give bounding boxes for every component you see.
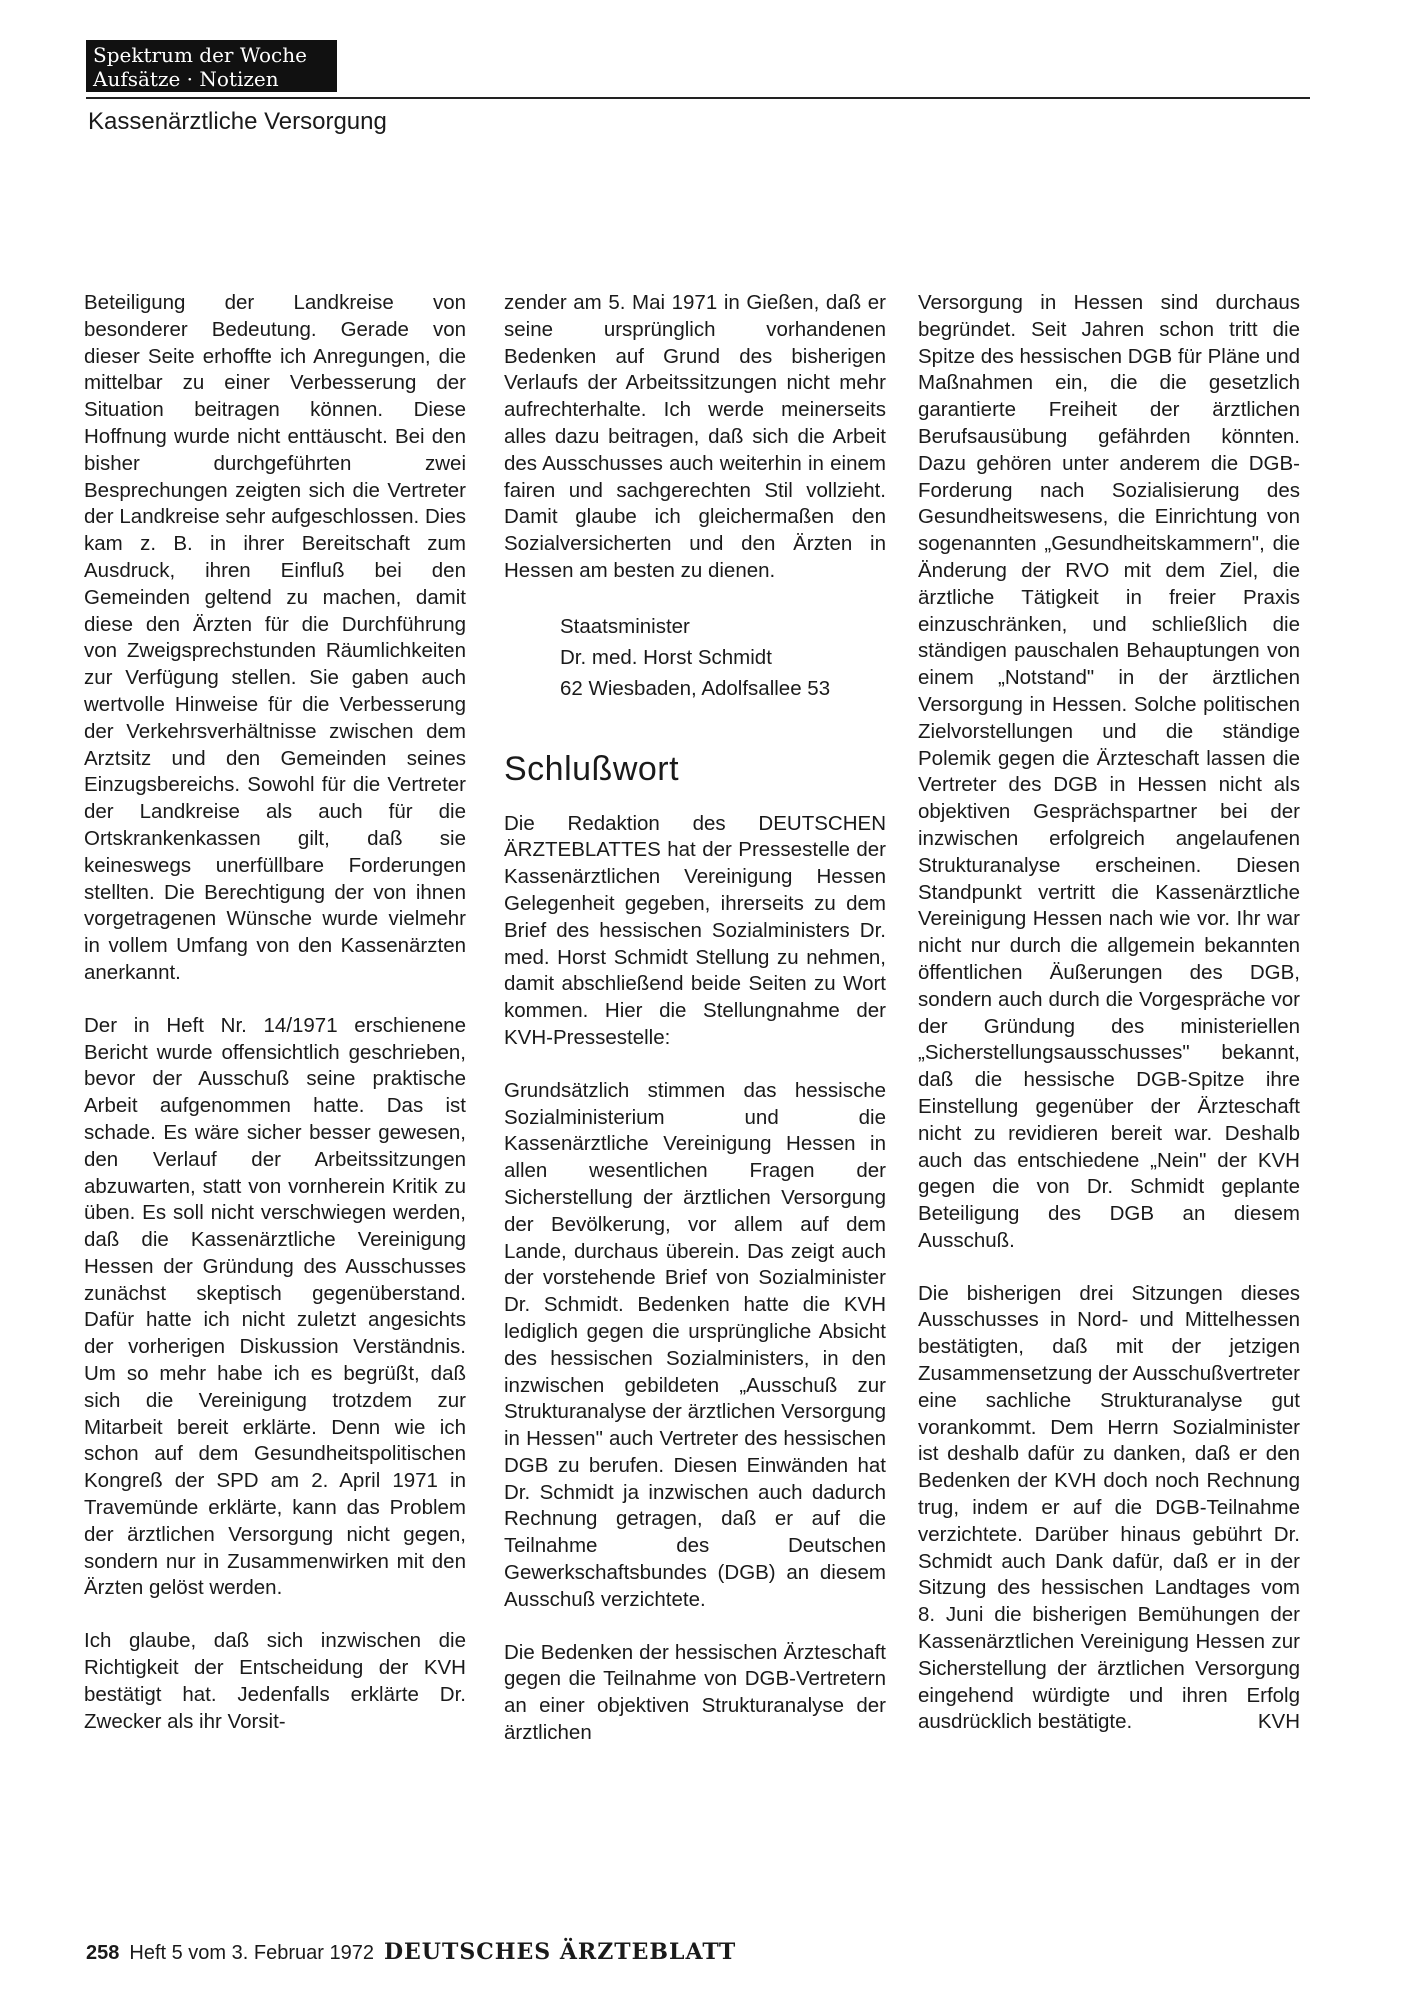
section-label-box — [86, 40, 337, 92]
signature-name: Dr. med. Horst Schmidt — [560, 645, 772, 669]
paragraph: Die Redaktion des DEUTSCHEN ÄRZTEBLATTES hat der Pressestelle der Kassenärztlichen Vereinigung Hessen Gelegenheit gegeben, ihrerseits zu dem Brief des hessischen Sozialministers Dr. med. Horst Schmidt Stellung zu nehmen, damit abschließend beide Seiten zu Wort kommen. Hier die Stellungnahme der KVH-Pressestelle: — [504, 811, 886, 1049]
paragraph: Beteiligung der Landkreise von besonderer Bedeutung. Gerade von dieser Seite erhoffte ich Anregungen, die mittelbar zu einer Verbesserung der Situation beitragen können. Diese Hoffnung wurde nicht enttäuscht. Bei den bisher durchgeführten zwei Besprechungen zeigten sich die Vertreter der Landkreise sehr aufgeschlossen. Dies kam z. B. in ihrer Bereitschaft zum Ausdruck, ihren Einfluß bei den Gemeinden geltend zu machen, damit diese den Ärzten für die Durchführung von Zweigsprechstunden Räumlichkeiten zur Verfügung stellen. Sie gaben auch wertvolle Hinweise für die Verbesserung der Verkehrsverhältnisse zwischen dem Arztsitz und den Gemeinden seines Einzugsbereichs. Sowohl für die Vertreter der Landkreise als auch für die Ortskrankenkassen gilt, daß sie keineswegs unerfüllbare Forderungen stellten. Die Berechtigung der von ihnen vorgetragenen Wünsche wurde vielmehr in vollem Umfang von den Kassenärzten anerkannt. — [84, 291, 466, 984]
column-1 — [84, 290, 466, 1761]
page-number: 258 — [86, 1942, 120, 1964]
paragraph: Grundsätzlich stimmen das hessische Sozialministerium und die Kassenärztliche Vereinigung Hessen in allen wesentlichen Fragen der Sicherstellung der ärztlichen Versorgung der Bevölkerung, vor allem auf dem Lande, durchaus überein. Das zeigt auch der vorstehende Brief von Sozialminister Dr. Schmidt. Bedenken hatte die KVH lediglich gegen die ursprüngliche Absicht des hessischen Sozialministers, in den inzwischen gebildeten „Ausschuß zur Strukturanalyse der ärztlichen Versorgung in Hessen" auch Vertreter des hessischen DGB zu berufen. Diesen Einwänden hat Dr. Schmidt ja inzwischen auch dadurch Rechnung getragen, daß er auf die Teilnahme des Deutschen Gewerkschaftsbundes (DGB) an diesem Ausschuß verzichtete. — [504, 1078, 886, 1611]
section-heading: Schlußwort — [504, 749, 680, 788]
signature-block — [560, 611, 886, 704]
paragraph: Der in Heft Nr. 14/1971 erschienene Bericht wurde offensichtlich geschrieben, bevor der Ausschuß seine praktische Arbeit aufgenommen hatte. Das ist schade. Es wäre sicher besser gewesen, den Verlauf der Arbeitssitzungen abzuwarten, statt von vornherein Kritik zu üben. Es soll nicht verschwiegen werden, daß die Kassenärztliche Vereinigung Hessen der Gründung des Ausschusses zunächst skeptisch gegenüberstand. Dafür hatte ich nicht zuletzt angesichts der vorherigen Diskussion Verständnis. Um so mehr habe ich es begrüßt, daß sich die Vereinigung trotzdem zur Mitarbeit bereit erklärte. Denn wie ich schon auf dem Gesundheitspolitischen Kongreß der SPD am 2. April 1971 in Travemünde erklärte, kann das Problem der ärztlichen Versorgung nicht gegen, sondern nur in Zusammenwirken mit den Ärzten gelöst werden. — [84, 1013, 466, 1600]
column-2 — [504, 290, 886, 1773]
paragraph: Ich glaube, daß sich inzwischen die Richtigkeit der Entscheidung der KVH bestätigt hat. Jedenfalls erklärte Dr. Zwecker als ihr Vorsit- — [84, 1629, 466, 1733]
paragraph: Die Bedenken der hessischen Ärzteschaft gegen die Teilnahme von DGB-Vertretern an einer objektiven Strukturanalyse der ärztlichen — [504, 1640, 886, 1745]
paragraph — [918, 1281, 1300, 1737]
paragraph: zender am 5. Mai 1971 in Gießen, daß er seine ursprünglich vorhandenen Bedenken auf Grund des bisherigen Verlaufs der Arbeitssitzungen nicht mehr aufrechterhalte. Ich werde meinerseits alles dazu beitragen, daß sich die Arbeit des Ausschusses auch weiterhin in einem fairen und sachgerechten Stil vollzieht. Damit glaube ich gleichermaßen den Sozialversicherten und den Ärzten in Hessen am besten zu dienen. — [504, 291, 886, 582]
column-3 — [918, 290, 1300, 1736]
page-topic: Kassenärztliche Versorgung — [88, 108, 387, 135]
section-label-line1: Spektrum der Woche — [93, 43, 307, 67]
signature-title: Staatsminister — [560, 614, 690, 638]
header-rule — [86, 97, 1310, 99]
author-sign: KVH — [1257, 1710, 1300, 1734]
magazine-name: DEUTSCHES ÄRZTEBLATT — [383, 1939, 737, 1965]
section-label-line2: Aufsätze · Notizen — [93, 67, 279, 91]
paragraph-text: Die bisherigen drei Sitzungen dieses Ausschusses in Nord- und Mittelhessen bestätigten, daß mit der jetzigen Zusammensetzung der Ausschußvertreter eine sachliche Strukturanalyse gut vorankommt. Dem Herrn Sozialminister ist deshalb dafür zu danken, daß er den Bedenken der KVH doch noch Rechnung trug, indem er auf die DGB-Teilnahme verzichtete. Darüber hinaus gebührt Dr. Schmidt auch Dank dafür, daß er in der Sitzung des hessischen Landtages vom 8. Juni die bisherigen Bemühungen der Kassenärztlichen Vereinigung Hessen zur Sicherstellung der ärztlichen Versorgung eingehend würdigte und ihren Erfolg ausdrücklich bestätigte. — [918, 1281, 1300, 1734]
issue-info: Heft 5 vom 3. Februar 1972 — [129, 1942, 374, 1964]
page-footer — [86, 1939, 736, 1965]
signature-address: 62 Wiesbaden, Adolfsallee 53 — [560, 676, 831, 700]
paragraph: Versorgung in Hessen sind durchaus begründet. Seit Jahren schon tritt die Spitze des hessischen DGB für Pläne und Maßnahmen ein, die die gesetzlich garantierte Freiheit der ärztlichen Berufsausübung gefährden könnten. Dazu gehören unter anderem die DGB-Forderung nach Sozialisierung des Gesundheitswesens, die Einrichtung von sogenannten „Gesundheitskammern", die Änderung der RVO mit dem Ziel, die ärztliche Tätigkeit in freier Praxis einzuschränken, und schließlich die ständigen pauschalen Behauptungen von einem „Notstand" in der ärztlichen Versorgung in Hessen. Solche politischen Zielvorstellungen und die ständige Polemik gegen die Ärzteschaft lassen die Vertreter des DGB in Hessen nicht als objektiven Gesprächspartner bei der inzwischen erfolgreich angelaufenen Strukturanalyse erscheinen. Diesen Standpunkt vertritt die Kassenärztliche Vereinigung Hessen nach wie vor. Ihr war nicht nur durch die allgemein bekannten öffentlichen Äußerungen des DGB, sondern auch durch die Vorgespräche vor der Gründung des ministeriellen „Sicherstellungsausschusses" bekannt, daß die hessische DGB-Spitze ihre Einstellung gegenüber der Ärzteschaft nicht zu revidieren bereit war. Deshalb auch das entschiedene „Nein" der KVH gegen die von Dr. Schmidt geplante Beteiligung des DGB an diesem Ausschuß. — [918, 291, 1300, 1252]
